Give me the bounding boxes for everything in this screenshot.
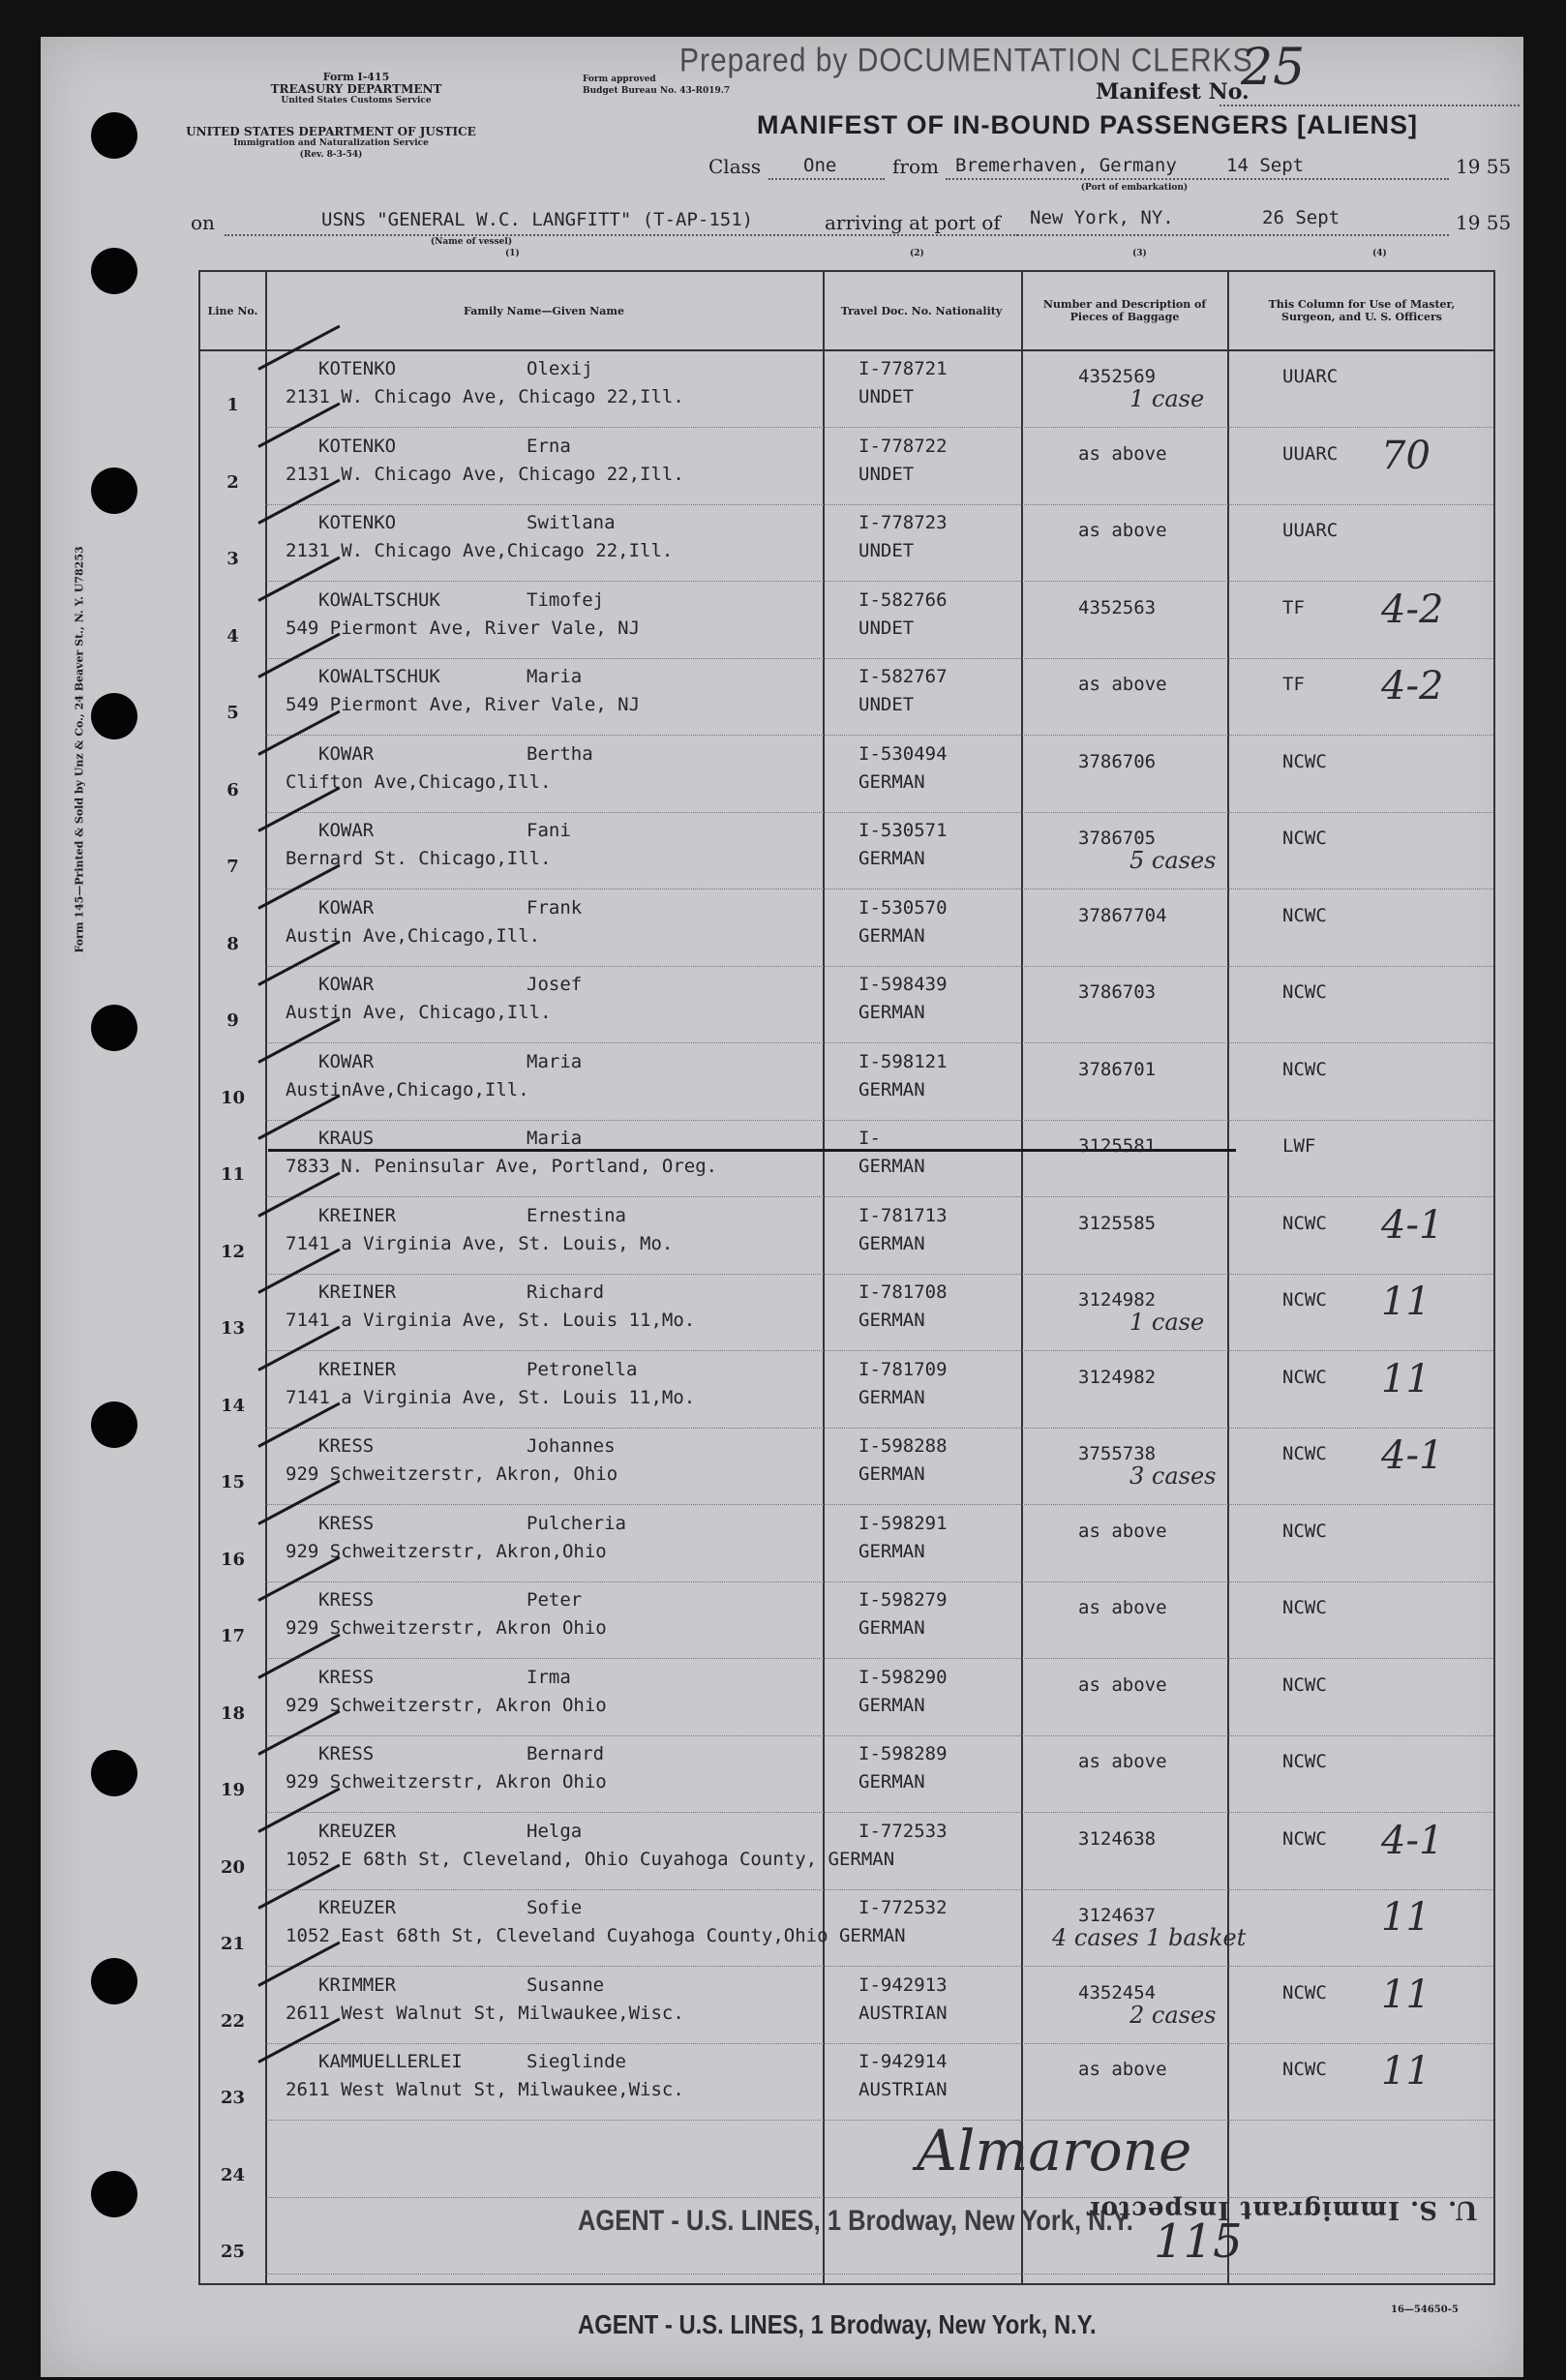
side-printer-text: Form 145—Printed & Sold by Unz & Co., 24 Beaver St., N. Y. U78253 (73, 546, 86, 953)
col-header-officers: This Column for Use of Master, Surgeon, and U. S. Officers (1268, 298, 1456, 323)
family-name: KOWAR (318, 742, 375, 765)
justice-dept: UNITED STATES DEPARTMENT OF JUSTICE (186, 125, 476, 138)
line-number: 13 (220, 1318, 246, 1339)
address: 929 Schweitzerstr, Akron, Ohio (286, 1463, 618, 1485)
manifest-no-label: Manifest No. (1096, 79, 1250, 105)
agent-stamp-bottom: AGENT - U.S. LINES, 1 Brodway, New York, N.Y. (578, 2309, 1097, 2339)
given-name: Erna (527, 435, 571, 457)
family-name: KOTENKO (318, 512, 397, 533)
form-approved-line: Form approved (583, 75, 656, 84)
arrival-port: New York, NY. (1030, 207, 1174, 228)
address: 929 Schweitzerstr, Akron Ohio (286, 1694, 607, 1716)
given-name: Josef (527, 974, 583, 995)
officer-code: TF (1282, 596, 1305, 618)
officer-code: UUARC (1282, 520, 1339, 541)
nationality: GERMAN (858, 1540, 925, 1562)
officer-note: 4-1 (1381, 1433, 1444, 1478)
given-name: Timofej (527, 588, 605, 611)
officer-code: NCWC (1282, 2059, 1327, 2080)
punch-hole (91, 112, 137, 159)
given-name: Fani (527, 820, 571, 841)
table-row (200, 658, 1493, 736)
address: 929 Schweitzerstr, Akron Ohio (286, 1617, 607, 1639)
travel-doc-no: I-582767 (858, 666, 948, 687)
officer-note: 11 (1381, 1356, 1430, 1401)
ins-service: Immigration and Naturalization Service (233, 138, 429, 148)
line-number: 16 (220, 1549, 246, 1570)
address: 1052 E 68th St, Cleveland, Ohio Cuyahoga County, GERMAN (286, 1848, 895, 1870)
table-row (200, 2121, 1493, 2198)
family-name: KREINER (318, 1358, 397, 1380)
given-name: Sieglinde (527, 2051, 626, 2072)
punch-hole (91, 1958, 137, 2004)
baggage-number: 3786701 (1078, 1058, 1157, 1080)
nationality: GERMAN (858, 1771, 925, 1793)
table-row (200, 1274, 1493, 1351)
officer-note: 11 (1381, 2049, 1430, 2094)
baggage-number: as above (1078, 520, 1167, 541)
baggage-note: 2 cases (1129, 2001, 1217, 2029)
form-header-left (230, 72, 482, 106)
officer-code: NCWC (1282, 1520, 1327, 1542)
table-row (200, 1120, 1493, 1197)
table-row (200, 966, 1493, 1043)
nationality: GERMAN (858, 1156, 925, 1177)
travel-doc-no: I-781713 (858, 1204, 948, 1226)
address: 1052 East 68th St, Cleveland Cuyahoga County,Ohio GERMAN (286, 1925, 906, 1946)
manifest-no-dots (1220, 105, 1520, 106)
from-label: from (892, 155, 939, 178)
family-name: KOWAR (318, 1050, 375, 1072)
baggage-number: 3786706 (1078, 750, 1157, 772)
baggage-number: as above (1078, 1520, 1167, 1542)
officer-code: NCWC (1282, 981, 1327, 1003)
class-label: Class (708, 155, 762, 178)
form-code: 16—54650-5 (1391, 2305, 1459, 2315)
vessel-caption: (Name of vessel) (430, 237, 513, 247)
baggage-number: as above (1078, 1597, 1167, 1618)
line-number: 12 (220, 1241, 246, 1262)
baggage-number: 3124982 (1078, 1289, 1157, 1311)
nationality: GERMAN (858, 1694, 925, 1716)
officer-note: 11 (1381, 1280, 1430, 1324)
baggage-note: 1 case (1129, 385, 1205, 412)
punch-hole (91, 248, 137, 294)
baggage-number: 3124982 (1078, 1366, 1157, 1388)
table-row (200, 504, 1493, 582)
baggage-number: 4352569 (1078, 366, 1157, 387)
line-number: 19 (220, 1780, 246, 1800)
address: 7141 a Virginia Ave, St. Louis 11,Mo. (286, 1386, 696, 1408)
family-name: KOWALTSCHUK (318, 666, 440, 687)
punch-hole (91, 2171, 137, 2217)
table-row (200, 812, 1493, 889)
family-name: KOWAR (318, 896, 375, 919)
family-name: KAMMUELLERLEI (318, 2051, 463, 2072)
baggage-number: 3125585 (1078, 1212, 1157, 1234)
given-name: Peter (527, 1589, 583, 1611)
family-name: KRESS (318, 1435, 375, 1457)
travel-doc-no: I-598439 (858, 974, 948, 995)
table-row (200, 1428, 1493, 1505)
baggage-note: 4 cases 1 basket (1052, 1924, 1247, 1951)
punch-hole (91, 1005, 137, 1051)
given-name: Maria (527, 666, 583, 687)
line-number: 1 (226, 395, 239, 415)
col-header-line-no: Line No. (207, 304, 258, 317)
line-number: 4 (226, 625, 239, 647)
officer-note: 4-1 (1381, 1818, 1444, 1863)
nationality: GERMAN (858, 1310, 925, 1331)
officer-code: NCWC (1282, 1058, 1327, 1080)
col-number-1: (1) (505, 249, 520, 258)
address: Bernard St. Chicago,Ill. (286, 848, 552, 869)
nationality: GERMAN (858, 770, 925, 793)
col-number-4: (4) (1372, 249, 1387, 258)
baggage-number: 3124638 (1078, 1827, 1157, 1850)
family-name: KOWAR (318, 820, 375, 841)
line-number: 7 (226, 857, 239, 877)
travel-doc-no: I-772532 (858, 1897, 948, 1918)
nationality: GERMAN (858, 924, 925, 947)
table-row (200, 736, 1493, 813)
line-number: 22 (220, 2010, 246, 2032)
travel-doc-no: I-530494 (858, 742, 948, 765)
from-year: 19 55 (1456, 155, 1512, 178)
officer-code: NCWC (1282, 1827, 1327, 1850)
table-row (200, 1967, 1493, 2044)
line-number: 23 (220, 2088, 246, 2108)
baggage-note: 1 case (1129, 1309, 1205, 1336)
table-row (200, 889, 1493, 967)
given-name: Helga (527, 1820, 583, 1842)
address: 2131 W. Chicago Ave, Chicago 22,Ill. (286, 386, 684, 407)
travel-doc-no: I-781708 (858, 1281, 948, 1303)
given-name: Maria (527, 1050, 583, 1072)
line-number: 24 (220, 2164, 246, 2185)
nationality: UNDET (858, 540, 915, 561)
col-number-2: (2) (910, 249, 924, 258)
table-row (200, 1735, 1493, 1813)
travel-doc-no: I-598279 (858, 1589, 948, 1611)
punch-hole (91, 1750, 137, 1796)
col-header-name: Family Name—Given Name (464, 304, 624, 317)
line-number: 11 (220, 1164, 246, 1185)
address: 2131 W. Chicago Ave, Chicago 22,Ill. (286, 463, 684, 485)
punch-hole (91, 693, 137, 739)
address: 7141 a Virginia Ave, St. Louis, Mo. (286, 1232, 674, 1254)
prepared-by-stamp: Prepared by DOCUMENTATION CLERKS (679, 42, 1253, 79)
inspector-stamp: U. S. Immigrant Inspector (1086, 2195, 1478, 2224)
officer-code: NCWC (1282, 1212, 1327, 1234)
travel-doc-no: I-598291 (858, 1512, 948, 1534)
table-row (200, 1043, 1493, 1121)
agency-header (186, 126, 476, 161)
travel-doc-no: I-530571 (858, 820, 948, 841)
inspector-signature: Almarone (917, 2118, 1192, 2184)
address: 549 Piermont Ave, River Vale, NJ (286, 694, 641, 715)
table-row (200, 428, 1493, 505)
family-name: KRESS (318, 1743, 375, 1764)
family-name: KRIMMER (318, 1973, 397, 1996)
officer-code: NCWC (1282, 1443, 1327, 1464)
baggage-number: as above (1078, 1751, 1167, 1772)
handwritten-total: 115 (1154, 2214, 1243, 2269)
officer-note: 70 (1381, 433, 1430, 478)
baggage-number: 37867704 (1078, 904, 1167, 926)
travel-doc-no: I- (858, 1128, 881, 1149)
address: 2611 West Walnut St, Milwaukee,Wisc. (286, 2079, 684, 2100)
family-name: KREINER (318, 1204, 397, 1226)
nationality: UNDET (858, 617, 915, 639)
baggage-number: 3786703 (1078, 981, 1157, 1003)
punch-hole (91, 1401, 137, 1448)
travel-doc-no: I-582766 (858, 588, 948, 611)
officer-code: NCWC (1282, 1289, 1327, 1311)
travel-doc-no: I-778723 (858, 512, 948, 533)
family-name: KRAUS (318, 1128, 375, 1149)
passenger-table (198, 270, 1495, 2285)
nationality: UNDET (858, 386, 915, 407)
nationality: GERMAN (858, 848, 925, 869)
baggage-number: as above (1078, 442, 1167, 465)
address: 7141 a Virginia Ave, St. Louis 11,Mo. (286, 1310, 696, 1331)
baggage-number: 4352454 (1078, 1981, 1157, 2003)
manifest-page (41, 37, 1523, 2377)
line-number: 2 (226, 471, 239, 493)
table-row (200, 1582, 1493, 1659)
given-name: Richard (527, 1281, 605, 1303)
baggage-note: 5 cases (1129, 847, 1217, 874)
line-number: 3 (226, 549, 239, 569)
officer-note: 11 (1381, 1895, 1430, 1940)
nationality: GERMAN (858, 1002, 925, 1023)
nationality: GERMAN (858, 1232, 925, 1254)
class-dots (768, 178, 885, 180)
family-name: KRESS (318, 1666, 375, 1688)
given-name: Susanne (527, 1973, 605, 1996)
col-header-baggage: Number and Description of Pieces of Baggage (1042, 298, 1207, 323)
nationality: GERMAN (858, 1078, 925, 1100)
address: 2611 West Walnut St, Milwaukee,Wisc. (286, 2002, 684, 2024)
manifest-title: MANIFEST OF IN-BOUND PASSENGERS [ALIENS] (757, 110, 1419, 139)
given-name: Johannes (527, 1435, 616, 1457)
baggage-note: 3 cases (1129, 1462, 1217, 1490)
table-row (200, 350, 1493, 428)
line-number: 14 (220, 1395, 246, 1416)
col-number-3: (3) (1132, 249, 1147, 258)
line-number: 10 (220, 1087, 246, 1108)
officer-note: 11 (1381, 1972, 1430, 2017)
baggage-number: as above (1078, 2059, 1167, 2080)
officer-note: 4-2 (1381, 587, 1444, 632)
family-name: KOTENKO (318, 435, 397, 457)
from-date: 14 Sept (1226, 155, 1305, 176)
travel-doc-no: I-598121 (858, 1050, 948, 1072)
strike-line (268, 1149, 1236, 1152)
given-name: Switlana (527, 512, 616, 533)
punch-hole (91, 467, 137, 514)
given-name: Maria (527, 1128, 583, 1149)
baggage-number: 3755738 (1078, 1443, 1157, 1464)
table-row (200, 2043, 1493, 2121)
on-label: on (191, 211, 215, 234)
line-number: 9 (226, 1010, 239, 1031)
baggage-number: as above (1078, 1673, 1167, 1696)
family-name: KREUZER (318, 1897, 397, 1918)
officer-code: TF (1282, 674, 1305, 695)
agent-stamp: AGENT - U.S. LINES, 1 Brodway, New York, N.Y. (578, 2205, 1133, 2237)
travel-doc-no: I-778721 (858, 358, 948, 379)
nationality: GERMAN (858, 1463, 925, 1485)
travel-doc-no: I-942913 (858, 1973, 948, 1996)
family-name: KRESS (318, 1589, 375, 1611)
line-number: 17 (220, 1626, 246, 1646)
given-name: Bernard (527, 1743, 605, 1764)
travel-doc-no: I-942914 (858, 2051, 948, 2072)
family-name: KOWAR (318, 974, 375, 995)
family-name: KOTENKO (318, 358, 397, 379)
officer-code: NCWC (1282, 1751, 1327, 1772)
treasury-dept: TREASURY DEPARTMENT (270, 82, 442, 96)
officer-code: UUARC (1282, 366, 1339, 387)
table-row (200, 1813, 1493, 1890)
form-number: Form I-415 (322, 71, 390, 83)
col-header-travel-doc: Travel Doc. No. Nationality (840, 304, 1003, 317)
baggage-number: as above (1078, 674, 1167, 695)
officer-code: NCWC (1282, 904, 1327, 926)
table-row (200, 1889, 1493, 1967)
line-number: 20 (220, 1856, 246, 1878)
address: AustinAve,Chicago,Ill. (286, 1078, 529, 1100)
arriving-label: arriving at port of (825, 211, 1001, 234)
table-row (200, 1197, 1493, 1275)
address: Austin Ave, Chicago,Ill. (286, 1002, 552, 1023)
officer-code: NCWC (1282, 750, 1327, 772)
travel-doc-no: I-598289 (858, 1743, 948, 1764)
officer-code: NCWC (1282, 1597, 1327, 1618)
table-row (200, 582, 1493, 659)
given-name: Pulcheria (527, 1512, 626, 1534)
from-dots (946, 178, 1449, 180)
travel-doc-no: I-598290 (858, 1666, 948, 1688)
nationality: UNDET (858, 463, 915, 485)
revision: (Rev. 8-3-54) (299, 150, 363, 160)
line-number: 21 (220, 1934, 246, 1954)
baggage-number: 4352563 (1078, 596, 1157, 618)
line-number: 25 (220, 2242, 246, 2262)
travel-doc-no: I-772533 (858, 1820, 948, 1842)
arrival-year: 19 55 (1456, 211, 1512, 234)
given-name: Bertha (527, 742, 593, 765)
class-value: One (803, 155, 837, 176)
nationality: UNDET (858, 694, 915, 715)
line-number: 8 (226, 933, 239, 954)
nationality: AUSTRIAN (858, 2079, 948, 2100)
address: 929 Schweitzerstr, Akron Ohio (286, 1771, 607, 1793)
family-name: KREINER (318, 1281, 397, 1303)
travel-doc-no: I-598288 (858, 1435, 948, 1457)
given-name: Olexij (527, 358, 593, 379)
family-name: KREUZER (318, 1820, 397, 1842)
manifest-no-value: 25 (1241, 39, 1306, 97)
officer-code: NCWC (1282, 1981, 1327, 2003)
line-number: 5 (226, 703, 239, 723)
address: 549 Piermont Ave, River Vale, NJ (286, 617, 641, 639)
row-rule (265, 2274, 1493, 2275)
nationality: GERMAN (858, 1617, 925, 1639)
baggage-number: 3125581 (1078, 1135, 1157, 1157)
given-name: Petronella (527, 1358, 638, 1380)
baggage-number: 3786705 (1078, 828, 1157, 849)
arrival-date: 26 Sept (1262, 207, 1340, 228)
vessel-name: USNS "GENERAL W.C. LANGFITT" (T-AP-151) (321, 209, 754, 230)
arrival-dots (1013, 234, 1449, 236)
family-name: KOWALTSCHUK (318, 588, 440, 611)
given-name: Sofie (527, 1897, 583, 1918)
port-caption: (Port of embarkation) (1080, 183, 1189, 193)
customs-service: United States Customs Service (281, 96, 432, 105)
officer-note: 4-2 (1381, 664, 1444, 708)
from-value: Bremerhaven, Germany (955, 155, 1177, 176)
travel-doc-no: I-530570 (858, 896, 948, 919)
family-name: KRESS (318, 1512, 375, 1534)
table-row (200, 1505, 1493, 1582)
officer-note: 4-1 (1381, 1202, 1444, 1248)
line-number: 18 (220, 1702, 246, 1724)
given-name: Irma (527, 1666, 571, 1688)
given-name: Ernestina (527, 1204, 626, 1226)
address: Clifton Ave,Chicago,Ill. (286, 770, 552, 793)
nationality: GERMAN (858, 1386, 925, 1408)
address: 929 Schweitzerstr, Akron,Ohio (286, 1540, 607, 1562)
officer-code: NCWC (1282, 1366, 1327, 1388)
officer-code: NCWC (1282, 1673, 1327, 1696)
vessel-dots (225, 234, 1018, 236)
nationality: AUSTRIAN (858, 2002, 948, 2024)
address: Austin Ave,Chicago,Ill. (286, 924, 541, 947)
line-number: 6 (226, 779, 239, 800)
travel-doc-no: I-781709 (858, 1358, 948, 1380)
officer-code: NCWC (1282, 828, 1327, 849)
address: 2131 W. Chicago Ave,Chicago 22,Ill. (286, 540, 674, 561)
officer-code: UUARC (1282, 442, 1339, 465)
baggage-number: 3124637 (1078, 1905, 1157, 1926)
line-number: 15 (220, 1472, 246, 1492)
officer-code: LWF (1282, 1135, 1316, 1157)
budget-bureau: Budget Bureau No. 43-R019.7 (583, 86, 731, 96)
table-row (200, 1351, 1493, 1429)
given-name: Frank (527, 896, 583, 919)
address: 7833 N. Peninsular Ave, Portland, Oreg. (286, 1156, 718, 1177)
table-row (200, 1659, 1493, 1736)
travel-doc-no: I-778722 (858, 435, 948, 457)
